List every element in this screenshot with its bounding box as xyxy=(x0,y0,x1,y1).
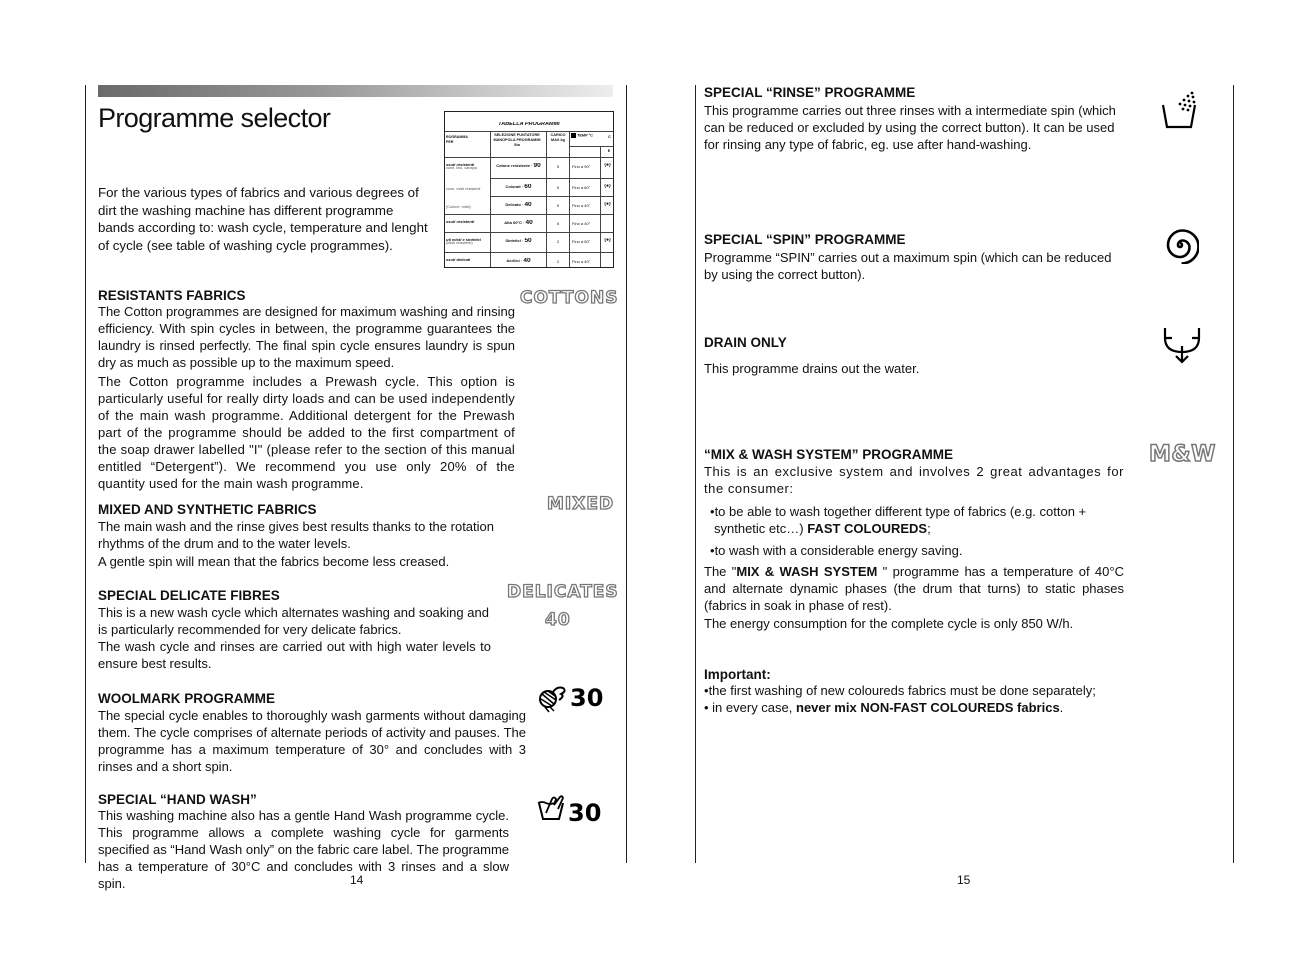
important-bullet-2: • in every case, never mix NON-FAST COLOUREDS fabrics. xyxy=(704,700,1064,715)
woolmark-heading: WOOLMARK PROGRAMME xyxy=(98,691,275,706)
mixed-heading: MIXED AND SYNTHETIC FABRICS xyxy=(98,502,317,517)
mixwash-p2-pre: The " xyxy=(704,564,737,579)
table-cell-selector-number: 90 xyxy=(533,163,541,168)
table-cell-fabric: uti misti e sintetici xyxy=(446,237,481,242)
delicates-badge: DELICATES xyxy=(507,582,619,602)
table-cell-load: 2 xyxy=(556,259,560,264)
table-cell-fabric: ssuti delicati xyxy=(446,257,471,262)
delicates-40-badge: 40 xyxy=(545,610,571,630)
rinse-heading: SPECIAL “RINSE” PROGRAMME xyxy=(704,85,916,100)
mixwash-heading: “MIX & WASH SYSTEM” PROGRAMME xyxy=(704,447,954,462)
table-cell-temp: Fino a 50° xyxy=(572,239,591,244)
table-cell-option: (●) xyxy=(604,238,611,243)
table-cell-selector-label: Alta 60°C · xyxy=(504,220,526,225)
mixwash-p2-bold: MIX & WASH SYSTEM xyxy=(736,564,878,579)
table-cell-fabric-detail: cone, misti resistenti xyxy=(446,187,481,191)
table-cell-selector xyxy=(491,220,546,225)
cottons-badge: COTTONS xyxy=(520,288,619,308)
left-page-left-border xyxy=(85,85,86,863)
important-bullets xyxy=(704,682,1124,716)
page-title: Programme selector xyxy=(98,103,331,133)
mixwash-paragraph-1: This is an exclusive system and involves 2 great advantages for the consumer: xyxy=(704,464,1124,496)
table-cell-temp: Fino a 60° xyxy=(572,185,591,190)
table-cell-selector xyxy=(491,202,546,207)
table-cell-selector-number: 50 xyxy=(524,238,532,243)
drain-heading: DRAIN ONLY xyxy=(704,335,787,350)
table-cell-selector-label: Cotone resistente · xyxy=(496,163,534,168)
table-cell-option: (●) xyxy=(604,202,611,207)
mixwash-bullet-1-text: to be able to wash together different type of fabrics (e.g. cotton + synthetic etc…) xyxy=(714,504,1087,536)
important-bullet-1: •the first washing of new coloureds fabrics must be done separately; xyxy=(704,683,1096,698)
rinse-paragraph: This programme carries out three rinses with a intermediate spin (which can be reduced or excluded by using the correct button). It can be used for rinsing any type of fabric, eg. use after hand-washing. xyxy=(704,103,1116,152)
handwash-heading: SPECIAL “HAND WASH” xyxy=(98,792,257,807)
programme-table xyxy=(444,111,614,268)
table-header-temp xyxy=(571,133,599,139)
table-cell-temp: Fino a 40° xyxy=(572,221,591,226)
wool-ball-icon xyxy=(535,682,569,716)
handwash-30: 30 xyxy=(568,799,602,827)
rinse-icon xyxy=(1160,90,1200,130)
table-cell-fabric-detail: (Misti resistenti) xyxy=(446,241,473,245)
woolmark-30: 30 xyxy=(570,684,604,712)
table-cell-temp: Fino a 40° xyxy=(572,259,591,264)
important-bullet-2-bold: never mix NON-FAST COLOUREDS fabrics xyxy=(796,700,1060,715)
table-cell-selector-number: 40 xyxy=(523,258,531,263)
table-header-e: E xyxy=(607,149,611,153)
table-header-programme: ROGRAMMA PER xyxy=(446,135,468,144)
table-header-c: C xyxy=(608,135,611,139)
woolmark-paragraph: The special cycle enables to thoroughly wash garments without damaging them. The cycle comprises of alternate periods of activity and pauses. The programme has a maximum temperature of 30° and concludes with 3 rinses and a short spin. xyxy=(98,708,526,774)
table-cell-selector-label: Colorati · xyxy=(505,184,525,189)
mixwash-paragraph-2 xyxy=(704,563,1124,614)
mixwash-bullets xyxy=(704,503,1124,559)
important-bullet-1-text: the first washing of new coloureds fabrics must be done separately; xyxy=(708,683,1096,698)
intro-paragraph: For the various types of fabrics and various degrees of dirt the washing machine has different programme bands according to: wash cycle, temperature and lenght of cycle (see table of washing cycle programmes). xyxy=(98,185,428,253)
table-cell-selector-label: Sintetici · xyxy=(505,238,525,243)
right-page-left-border xyxy=(695,85,696,863)
hand-wash-icon xyxy=(536,793,566,825)
mixed-paragraph-1: The main wash and the rinse gives best results thanks to the rotation rhythms of the drum and to the water levels. xyxy=(98,519,494,551)
table-header-selector: SELEZIONE PUNTATORE MANOPOLA PROGRAMMI Sto xyxy=(493,133,541,147)
table-cell-selector xyxy=(491,184,546,189)
table-title: TABELLA PROGRAMMI xyxy=(498,122,560,127)
resistants-paragraph-2: The Cotton programme includes a Prewash cycle. This option is particularly useful for really dirty loads and can be used independently of the main wash programme. Additional detergent for the Prewash part of the programme should be added to the first compartment of the soap drawer labelled "I" (please refer to the section of this manual entitled “Detergent”). We recommend you use only 20% of the quantity used for the main wash programme. xyxy=(98,374,515,491)
table-cell-load: 5 xyxy=(556,164,560,169)
spin-icon xyxy=(1161,226,1199,264)
table-header-temp-label: TEMP °C xyxy=(577,133,593,138)
table-cell-load: 5 xyxy=(556,203,560,208)
table-cell-temp: Fino a 90° xyxy=(572,164,591,169)
drain-icon xyxy=(1162,324,1202,364)
table-cell-fabric: ssuti resistenti xyxy=(446,162,475,167)
drain-paragraph: This programme drains out the water. xyxy=(704,361,920,376)
left-page-right-border xyxy=(626,85,627,863)
table-cell-temp: Fino a 40° xyxy=(572,203,591,208)
title-gradient-bar xyxy=(98,85,613,97)
spin-paragraph: Programme “SPIN” carries out a maximum spin (which can be reduced by using the correct button). xyxy=(704,250,1112,282)
table-cell-option: (●) xyxy=(604,184,611,189)
mixwash-bullet-1: •to be able to wash together different type of fabrics (e.g. cotton + synthetic etc…) FAST COLOUREDS; xyxy=(710,504,1087,536)
right-page-right-border xyxy=(1233,85,1234,863)
mixwash-bullet-2: •to wash with a considerable energy saving. xyxy=(710,543,963,558)
page-number-15: 15 xyxy=(957,873,971,887)
delicate-paragraph-1: This is a new wash cycle which alternates washing and soaking and is particularly recommended for very delicate fabrics. xyxy=(98,605,489,637)
important-bullet-2-pre: in every case, xyxy=(712,700,796,715)
mw-badge: M&W xyxy=(1149,442,1216,467)
resistants-paragraph-1: The Cotton programmes are designed for maximum washing and rinsing efficiency. With spin cycles in between, the programme guarantees the laundry is rinsed perfectly. The final spin cycle ensures laundry is spun dry as much as possible up to the maximum speed. xyxy=(98,304,515,370)
table-cell-selector-label: Delicato · xyxy=(505,202,525,207)
table-cell-fabric-detail: (Cotone, misti) xyxy=(446,205,471,209)
mixwash-paragraph-3: The energy consumption for the complete cycle is only 850 W/h. xyxy=(704,616,1074,631)
resistants-heading: RESISTANTS FABRICS xyxy=(98,288,246,303)
mixwash-bullet-2-text: to wash with a considerable energy saving. xyxy=(714,543,963,558)
table-cell-selector-number: 60 xyxy=(524,184,532,189)
table-cell-selector xyxy=(491,238,546,243)
mixed-paragraph-2: A gentle spin will mean that the fabrics become less creased. xyxy=(98,554,450,569)
table-cell-fabric-detail: cone, lino, canapa xyxy=(446,166,477,170)
page-number-14: 14 xyxy=(350,873,364,887)
table-cell-selector xyxy=(491,163,546,168)
table-cell-fabric: ssuti resistenti xyxy=(446,219,475,224)
delicate-heading: SPECIAL DELICATE FIBRES xyxy=(98,588,280,603)
table-cell-selector-number: 40 xyxy=(525,220,533,225)
mixwash-bullet-1-bold: FAST COLOUREDS xyxy=(807,521,928,536)
important-heading: Important: xyxy=(704,667,771,682)
important-bullet-2-post: . xyxy=(1059,700,1064,715)
table-cell-load: 5 xyxy=(556,185,560,190)
spin-heading: SPECIAL “SPIN” PROGRAMME xyxy=(704,232,906,247)
table-cell-load: 5 xyxy=(556,221,560,226)
table-cell-load: 2 xyxy=(556,239,560,244)
table-cell-selector-number: 40 xyxy=(524,202,532,207)
table-cell-option: (●) xyxy=(604,163,611,168)
table-cell-selector-label: Acrilici · xyxy=(506,258,524,263)
handwash-paragraph: This washing machine also has a gentle Hand Wash programme cycle. This programme allows a complete washing cycle for garments specified as “Hand Wash only” on the fabric care label. The programme has a temperature of 30°C and concludes with 3 rinses and a slow spin. xyxy=(98,808,509,891)
mixwash-bullet-1-end: ; xyxy=(927,521,931,536)
mixed-badge: MIXED xyxy=(547,494,615,514)
delicate-paragraph-2: The wash cycle and rinses are carried out with high water levels to ensure best results. xyxy=(98,639,491,671)
mixwash-p2-post: " programme has a temperature of 40°C and alternate dynamic phases (the drum that turns) to static phases (fabrics in soak in phase of rest). xyxy=(704,564,1124,613)
table-cell-selector xyxy=(491,258,546,263)
table-header-load: CARICO MAX kg xyxy=(550,133,566,142)
